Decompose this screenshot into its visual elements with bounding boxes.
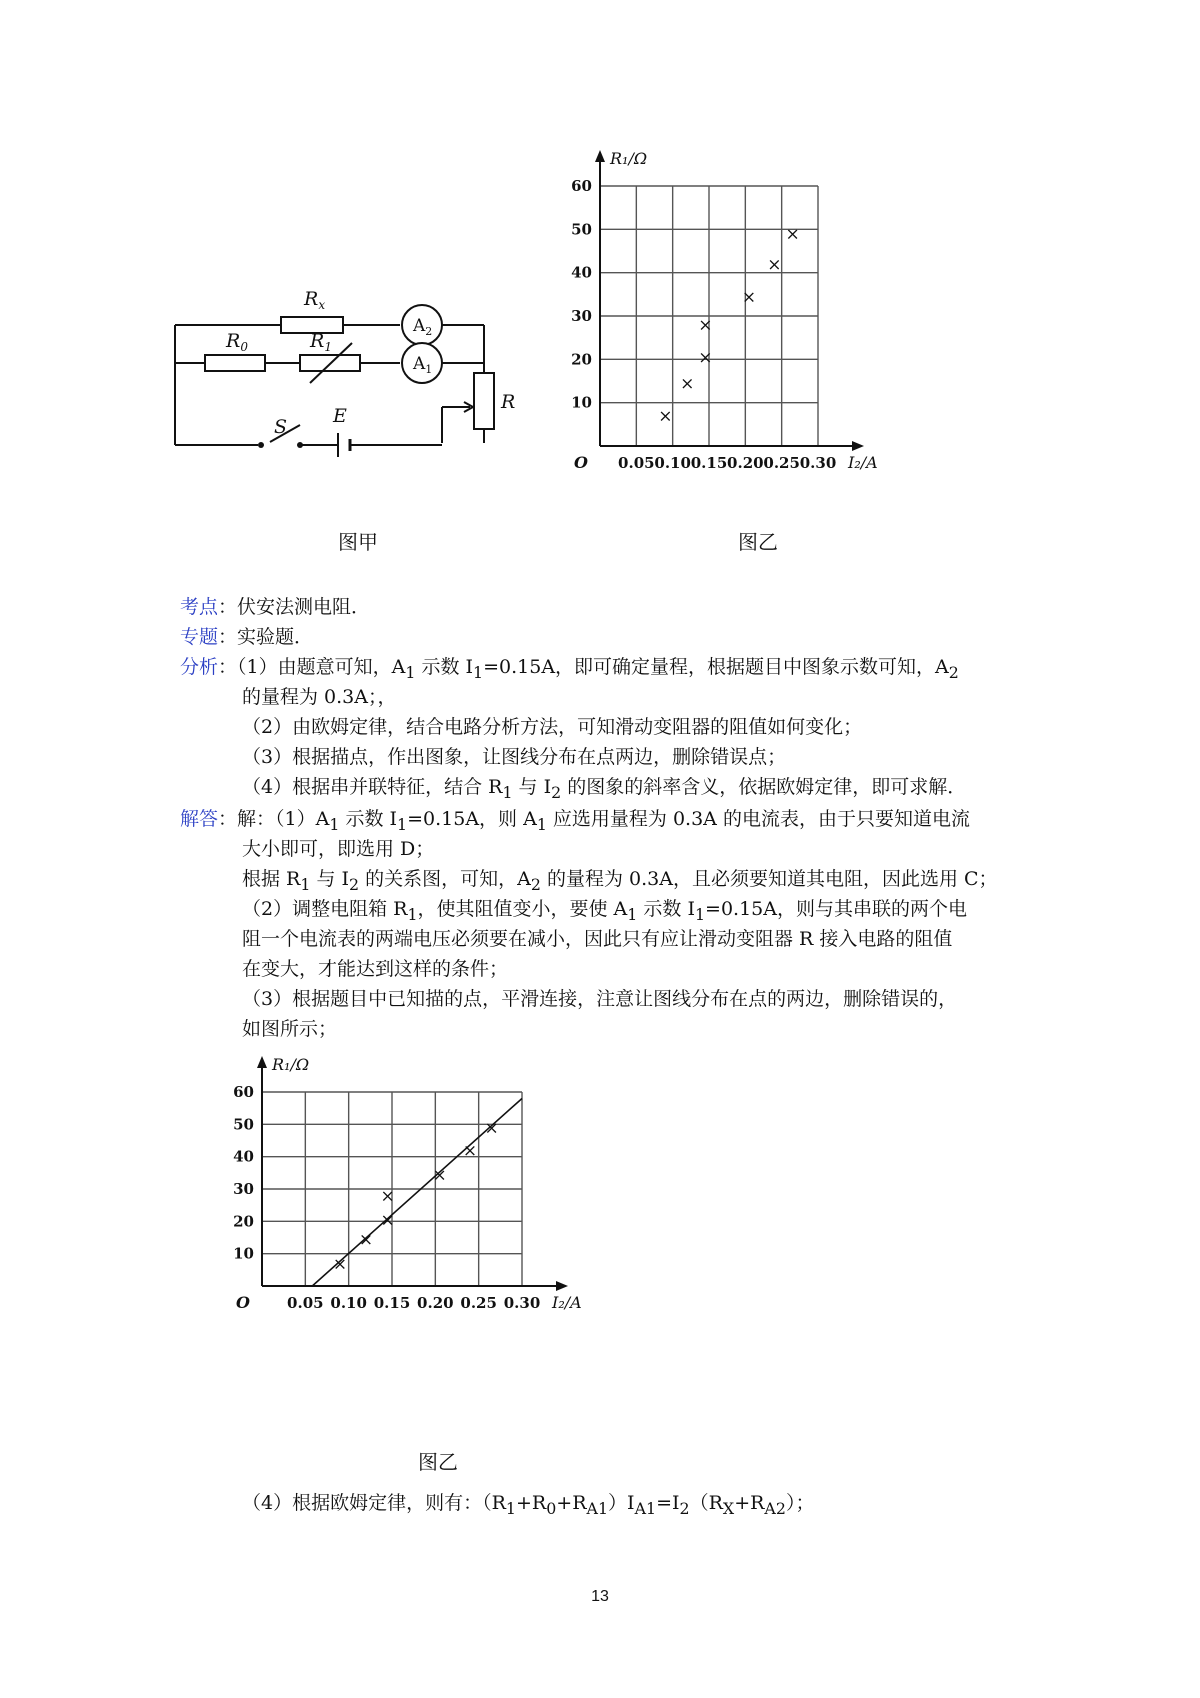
y-tick-label: 60 [233,1083,254,1101]
x-axis-arrow [556,1281,568,1291]
jieda-line-2: 大小即可，即选用 D； [242,838,435,860]
fenxi-label: 分析 [180,656,219,678]
data-point: × [332,1254,348,1275]
x-tick-label: 0.15 [690,454,728,472]
fenxi-line-3: （2）由欧姆定律，结合电路分析方法，可知滑动变阻器的阻值如何变化； [242,716,863,738]
y-tick-label: 40 [571,263,592,282]
circuit-diagram [170,255,540,520]
data-point: × [462,1141,478,1162]
jieda-line-6: 在变大，才能达到这样的条件； [242,958,509,980]
data-point: × [785,224,800,245]
label-r1: $R_1$ [310,330,332,354]
zhuanti-text: 实验题． [237,626,314,648]
fenxi-line-4: （3）根据描点，作出图象，让图线分布在点两边，删除错误点； [242,746,787,768]
jieda-line-8: 如图所示； [242,1018,338,1040]
data-point: × [432,1165,447,1186]
label-e: E [333,405,347,427]
data-point: × [741,287,757,308]
jieda-line-3: 根据 $R_1$ 与 $I_2$ 的关系图，可知，$A_2$ 的量程为 0.3A，且必须要知道其电阻，因此选用 C； [242,868,998,894]
zhuanti-line: 专题：实验题． [180,626,314,648]
x-tick-label: 0.25 [763,454,800,472]
chart-top-caption: 图乙 [738,530,778,554]
origin-label: O [236,1293,250,1312]
x-tick-label: 0.10 [654,454,691,472]
label-a2: $A_2$ [413,316,433,338]
x-tick-label: 0.20 [417,1294,454,1312]
jieda-line-9: （4）根据欧姆定律，则有：$(R_1+R_0+R_{A1})I_{A1}=I_2(R_X+R_{A2})$； [242,1492,815,1518]
r0-resistor [205,355,265,371]
circuit-caption: 图甲 [338,530,378,554]
label-r: R [501,391,516,413]
kaodian-text: 伏安法测电阻． [237,596,371,618]
rheostat-r [474,373,494,429]
x-axis-label: I₂/A [552,1293,582,1312]
chart-top [560,150,920,520]
kaodian-line: 考点：伏安法测电阻． [180,596,371,618]
y-tick-label: 50 [233,1115,254,1134]
chart-bottom [233,1055,630,1440]
zhuanti-label: 专题 [180,626,219,648]
y-tick-label: 50 [571,220,592,239]
x-tick-label: 0.25 [460,1294,497,1312]
y-tick-label: 10 [571,393,592,412]
y-tick-label: 30 [233,1180,254,1198]
x-tick-label: 0.10 [330,1294,367,1312]
y-tick-label: 20 [233,1212,254,1231]
y-axis-label: R₁/Ω [272,1055,310,1074]
jieda-label: 解答 [180,808,219,830]
jieda-line-5: 阻一个电流表的两端电压必须要在减小，因此只有应让滑动变阻器 R 接入电路的阻值 [242,928,953,950]
jieda-line-7: （3）根据题目中已知描的点，平滑连接，注意让图线分布在点的两边，删除错误的， [242,988,958,1010]
data-point: × [358,1230,374,1251]
data-point: × [698,348,713,369]
x-tick-label: 0.20 [727,454,764,472]
data-point: × [484,1118,499,1139]
x-tick-label: 0.05 [287,1294,324,1312]
data-point: × [767,255,782,275]
data-point: × [380,1210,395,1231]
label-rx: $R_x$ [304,288,326,312]
x-tick-label: 0.15 [373,1294,411,1312]
x-axis-arrow [852,441,864,451]
y-axis-label: R₁/Ω [610,149,648,168]
jieda-line-1: 解答：解：$(1)A_1$ 示数 $I_1=0.15A$，则 $A_1$ 应选用量程为 0.3A 的电流表，由于只要知道电流 [180,808,970,834]
data-point: × [658,406,673,427]
x-axis-label: I₂/A [848,453,878,472]
y-axis-arrow [257,1056,267,1068]
label-a1: $A_1$ [413,354,433,376]
fenxi-line-5: （4）根据串并联特征，结合 $R_1$ 与 $I_2$ 的图象的斜率含义，依据欧姆定律，即可求解． [242,776,967,802]
label-r0: $R_0$ [226,330,248,354]
y-tick-label: 40 [233,1147,254,1166]
y-tick-label: 20 [571,350,592,369]
fenxi-line-2: 的量程为 0.3A；， [242,686,397,708]
fenxi-line-1: 分析：（1）由题意可知，$A_1$ 示数 $I_1=0.15A$，即可确定量程，根据题目中图象示数可知，$A_2$ [180,656,959,682]
jieda-line-4: （2）调整电阻箱 $R_1$，使其阻值变小，要使 $A_1$ 示数 $I_1=0.15A$，则与其串联的两个电 [242,898,967,924]
chart-bottom-caption: 图乙 [418,1450,458,1474]
y-tick-label: 30 [571,307,592,325]
data-point: × [698,315,713,336]
page-number: 13 [591,1588,609,1605]
y-tick-label: 60 [571,177,592,195]
label-s: S [274,416,288,438]
y-axis-arrow [595,150,605,162]
kaodian-label: 考点 [180,596,219,618]
x-tick-label: 0.30 [799,454,837,472]
x-tick-label: 0.30 [503,1294,541,1312]
origin-label: O [574,453,588,472]
y-tick-label: 10 [233,1244,254,1263]
data-point: × [680,374,695,395]
x-tick-label: 0.05 [618,454,655,472]
data-point: × [380,1186,395,1207]
